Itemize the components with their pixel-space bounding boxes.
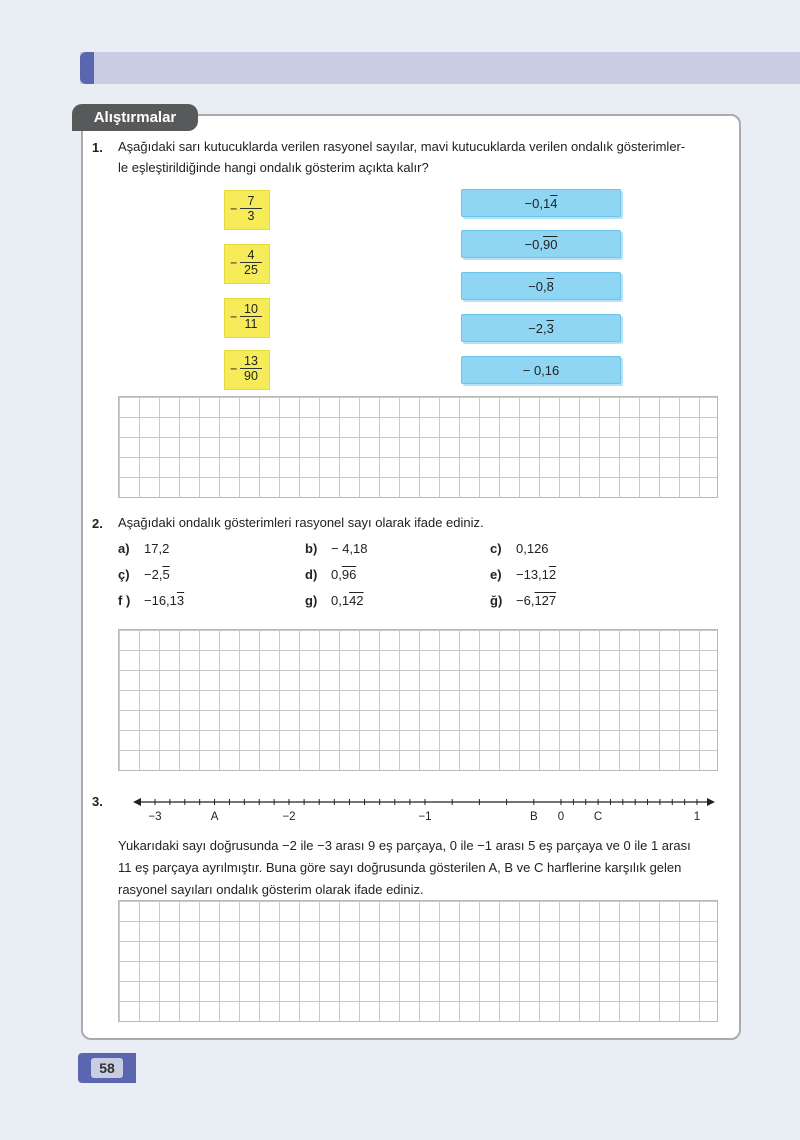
answer-option [305,541,368,556]
fraction-numerator: 10 [240,302,262,317]
fraction-numerator: 4 [240,248,262,263]
answer-option [118,541,169,556]
number-line-label: −3 [148,811,162,823]
q1-text-line1: Aşağıdaki sarı kutucuklarda verilen rasyonel sayılar, mavi kutucuklarda verilen ondalık gösterimler- [118,139,686,154]
fraction [240,302,262,331]
answer-option [490,567,556,582]
answer-grid-2 [118,629,718,771]
fraction-denominator: 11 [244,317,258,331]
repeating-digits: 4 [550,196,558,211]
number-line-label: −2 [282,811,296,823]
decimal-prefix: −2, [528,321,547,336]
number-line-label: A [210,811,219,823]
blue-card [461,230,621,258]
fraction [240,194,262,223]
blue-card [461,189,621,217]
q2-text: Aşağıdaki ondalık gösterimleri rasyonel sayı olarak ifade ediniz. [118,515,484,530]
option-value: − 4,18 [331,541,368,556]
option-label: a) [118,541,130,556]
option-label: c) [490,541,502,556]
answer-option [490,593,556,608]
fraction-denominator: 90 [244,369,258,383]
fraction-numerator: 7 [240,194,262,209]
q1-text-line2: le eşleştirildiğinde hangi ondalık gösterim açıkta kalır? [118,160,429,175]
fraction-sign: − [230,310,238,324]
repeating-digits: 96 [341,567,357,582]
repeating-digits: 2 [548,567,557,582]
number-line-label: C [593,811,603,823]
option-label: f ) [118,593,131,608]
q3-text-line2: 11 eş parçaya ayrılmıştır. Buna göre sayı doğrusunda gösterilen A, B ve C harflerine karşılık gelen [118,860,682,875]
option-value: 0, [331,567,342,582]
q3-text-line1: Yukarıdaki sayı doğrusunda −2 ile −3 arası 9 eş parçaya, 0 ile −1 arası 5 eş parçaya ve 0 ile 1 arası [118,838,691,853]
repeating-digits: 90 [542,237,558,252]
blue-card [461,356,621,384]
right-arrow-icon [707,798,715,806]
option-value: 17,2 [144,541,170,556]
left-arrow-icon [133,798,141,806]
q3-text-line3: rasyonel sayıları ondalık gösterim olarak ifade ediniz. [118,882,424,897]
answer-grid-3 [118,900,718,1022]
decimal-prefix: −0, [528,279,547,294]
page-number: 58 [91,1058,123,1078]
banner-accent [80,52,94,84]
answer-option [118,567,170,582]
section-tab: Alıştırmalar [72,104,198,131]
blue-card [461,272,621,300]
repeating-digits: 5 [162,567,170,582]
q1-number: 1. [92,140,103,155]
option-value: −16,1 [144,593,177,608]
number-line-label: 0 [557,811,565,823]
decimal-prefix: −0,1 [524,196,551,211]
option-value: 0,1 [331,593,350,608]
fraction [240,248,262,277]
option-label: e) [490,567,502,582]
q3-number: 3. [92,794,103,809]
number-line-label: B [529,811,538,823]
option-value: −13,1 [516,567,549,582]
number-line-label: −1 [418,811,432,823]
decimal-prefix: − 0,16 [522,363,560,378]
fraction [240,354,262,383]
answer-option [118,593,184,608]
answer-option [305,567,356,582]
fraction-sign: − [230,256,238,270]
answer-grid-1 [118,396,718,498]
option-label: b) [305,541,318,556]
option-label: ç) [118,567,130,582]
number-line [125,790,725,824]
repeating-digits: 3 [176,593,185,608]
decimal-prefix: −0, [524,237,543,252]
repeating-digits: 8 [546,279,554,294]
blue-card [461,314,621,342]
option-value: 0,126 [516,541,549,556]
q2-number: 2. [92,516,103,531]
option-label: d) [305,567,318,582]
fraction-denominator: 3 [247,209,255,223]
answer-option [305,593,364,608]
option-value: −2, [144,567,163,582]
fraction-sign: − [230,362,238,376]
option-value: −6, [516,593,535,608]
answer-option [490,541,549,556]
fraction-sign: − [230,202,238,216]
page-number-badge [78,1053,136,1083]
number-line-label: 1 [693,811,701,823]
repeating-digits: 3 [546,321,554,336]
top-banner [80,52,800,84]
repeating-digits: 127 [534,593,557,608]
fraction-denominator: 25 [244,263,258,277]
option-label: ğ) [490,593,503,608]
repeating-digits: 42 [349,593,364,608]
fraction-numerator: 13 [240,354,262,369]
option-label: g) [305,593,318,608]
